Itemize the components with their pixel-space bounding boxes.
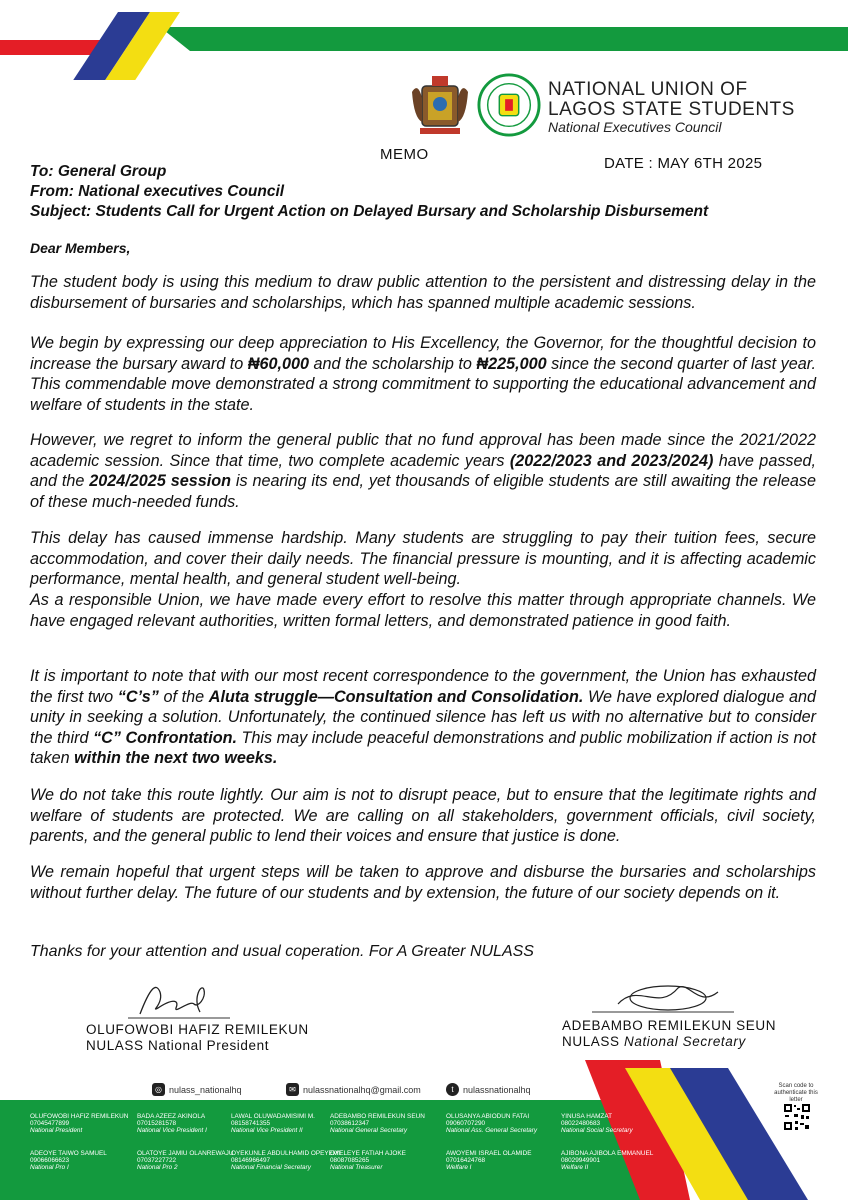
email-address[interactable]: ✉ nulassnationalhq@gmail.com: [286, 1083, 421, 1096]
executive-phone: 07037227722: [137, 1157, 177, 1165]
signatory-secretary: [562, 1018, 776, 1050]
twitter-icon: t: [446, 1083, 459, 1096]
executive-role: Welfare I: [446, 1164, 472, 1172]
executive-role: National Pro I: [30, 1164, 69, 1172]
executive-entry: [330, 1113, 425, 1135]
secretary-name: ADEBAMBO REMILEKUN SEUN: [562, 1018, 777, 1033]
executive-role: National Treasurer: [330, 1164, 383, 1172]
memo-date: DATE : MAY 6TH 2025: [604, 155, 763, 172]
executive-role: National Vice President II: [231, 1127, 303, 1135]
executive-name: OYEKUNLE ABDULHAMID OPEYEMI: [231, 1150, 341, 1157]
executive-phone: 09060707290: [446, 1120, 486, 1128]
executive-role: National General Secretary: [330, 1127, 408, 1135]
executive-name: AWOYEMI ISRAEL OLAMIDE: [446, 1150, 532, 1157]
executive-entry: [330, 1150, 406, 1172]
paragraph-3: However, we regret to inform the general public that no fund approval has been made since the 2021/2022 academic session. Since that time, two complete academic years (2022/2023 and 2023/2024) have passed, and the 2024/2025 session is nearing its end, yet thousands of eligible students are still awaiting the release of these much-needed funds.: [30, 431, 817, 511]
executive-name: OYELEYE FATIAH AJOKE: [330, 1150, 406, 1157]
executive-phone: 08029949901: [561, 1157, 601, 1165]
memo-subject: Subject: Students Call for Urgent Action on Delayed Bursary and Scholarship Disbursement: [30, 203, 709, 220]
salutation: Dear Members,: [30, 240, 131, 256]
executive-name: LAWAL OLUWADAMISIMI M.: [231, 1113, 315, 1120]
scholarship-amount: ₦225,000: [476, 354, 547, 373]
paragraph-6: It is important to note that with our most recent correspondence to the government, the Union has exhausted the first two “C’s” of the Aluta struggle—Consultation and Consolidation. We have explored dialogue and unity in seeking a solution. Unfortunately, the continued silence has left us with no alternative but to consider the third “C” Confrontation. This may include peaceful demonstrations and public mobilization if action is not taken within the next two weeks.: [30, 667, 817, 767]
executive-name: OLATOYE JAMIU OLANREWAJU: [137, 1150, 234, 1157]
executive-phone: 07045477899: [30, 1120, 70, 1128]
executive-phone: 09066066623: [30, 1157, 70, 1165]
paragraph-4: This delay has caused immense hardship. Many students are struggling to pay their tuition fees, secure accommodation, and cover their daily needs. The financial pressure is mounting, and it is affecting academic performance, mental health, and general student well-being.: [30, 529, 816, 588]
executive-name: ADEBAMBO REMILEKUN SEUN: [330, 1113, 425, 1120]
executive-phone: 07038612347: [330, 1120, 370, 1128]
instagram-handle[interactable]: ◎ nulass_nationalhq: [152, 1083, 242, 1096]
organization-name: [548, 80, 795, 120]
signatory-president: [86, 1022, 309, 1054]
paragraph-7: We do not take this route lightly. Our aim is not to disrupt peace, but to ensure that the legitimate rights and welfare of students are protected. We are calling on all stakeholders, government officials, civil society, parents, and the general public to lend their voices and ensure that justice is done.: [30, 786, 816, 845]
executive-name: AJIBONA AJIBOLA EMMANUEL: [561, 1150, 654, 1157]
executive-entry: [30, 1150, 107, 1172]
executive-name: OLUFOWOBI HAFIZ REMILEKUN: [30, 1113, 129, 1120]
executive-name: OLUSANYA ABIODUN FATAI: [446, 1113, 530, 1120]
paragraph-2: We begin by expressing our deep appreciation to His Excellency, the Governor, for the thoughtful decision to increase the bursary award to ₦60,000 and the scholarship to ₦225,000 since the second quarter of last year. This commendable move demonstrated a strong commitment to supporting the educational advancement and welfare of students in the state.: [30, 334, 816, 414]
executive-entry: [561, 1150, 653, 1172]
nulass-seal-icon: [477, 72, 541, 138]
president-name: OLUFOWOBI HAFIZ REMILEKUN: [86, 1022, 309, 1037]
executive-entry: [137, 1113, 207, 1135]
president-title: NULASS National President: [86, 1038, 270, 1053]
executive-phone: 08146966497: [231, 1157, 271, 1165]
header-stripes: [0, 0, 848, 80]
executive-phone: 08022480683: [561, 1120, 601, 1128]
executive-phone: 07016424768: [446, 1157, 486, 1165]
header-green-band: [160, 27, 848, 51]
scan-code-text: Scan code to authenticate this letter: [774, 1083, 818, 1103]
executive-entry: [30, 1113, 128, 1135]
executive-role: Welfare II: [561, 1164, 589, 1172]
bursary-amount: ₦60,000: [247, 354, 309, 373]
secretary-title: NULASS National Secretary: [562, 1034, 746, 1049]
memo-label: MEMO: [380, 146, 429, 163]
memo-from: From: National executives Council: [30, 183, 285, 200]
president-signature-icon: [120, 978, 240, 1024]
executive-phone: 07015281578: [137, 1120, 177, 1128]
organization-subtitle: National Executives Council: [548, 119, 722, 135]
secretary-signature-icon: [588, 978, 738, 1020]
paragraph-5: As a responsible Union, we have made every effort to resolve this matter through appropriate channels. We have engaged relevant authorities, written formal letters, and demonstrated patience in good faith.: [30, 591, 816, 630]
executive-role: National Social Secretary: [561, 1127, 633, 1135]
executive-name: YINUSA HAMZAT: [561, 1113, 613, 1120]
paragraph-1: The student body is using this medium to draw public attention to the persistent and distressing delay in the disbursement of bursaries and scholarships, which has spanned multiple academic sessions.: [30, 273, 816, 312]
executive-phone: 08087085265: [330, 1157, 370, 1165]
twitter-handle[interactable]: t nulassnationalhq: [446, 1083, 531, 1096]
executive-role: National Financial Secretary: [231, 1164, 311, 1172]
executive-entry: [561, 1113, 633, 1135]
instagram-icon: ◎: [152, 1083, 165, 1096]
memo-to: To: General Group: [30, 163, 167, 180]
executive-entry: [137, 1150, 233, 1172]
executive-entry: [446, 1150, 531, 1172]
executive-entry: [231, 1150, 340, 1172]
closing-line: Thanks for your attention and usual coperation. For A Greater NULASS: [30, 943, 534, 960]
executive-name: BADA AZEEZ AKINOLA: [137, 1113, 206, 1120]
executive-entry: [231, 1113, 315, 1135]
executive-role: National President: [30, 1127, 83, 1135]
qr-code-icon[interactable]: [783, 1103, 811, 1131]
email-icon: ✉: [286, 1083, 299, 1096]
org-name-line-2: LAGOS STATE STUDENTS: [548, 99, 795, 120]
executive-role: National Ass. General Secretary: [446, 1127, 538, 1135]
executive-name: ADEOYE TAIWO SAMUEL: [30, 1150, 107, 1157]
org-name-line-1: NATIONAL UNION OF: [548, 79, 748, 100]
executive-role: National Pro 2: [137, 1164, 178, 1172]
executive-entry: [446, 1113, 537, 1135]
paragraph-8: We remain hopeful that urgent steps will be taken to approve and disburse the bursaries and scholarships without further delay. The future of our students and by extension, the future of our society depends on it.: [30, 863, 816, 902]
executive-role: National Vice President I: [137, 1127, 207, 1135]
memo-header-fields: [30, 162, 708, 222]
lagos-coat-of-arms-icon: [408, 72, 472, 138]
executive-phone: 08158741355: [231, 1120, 271, 1128]
